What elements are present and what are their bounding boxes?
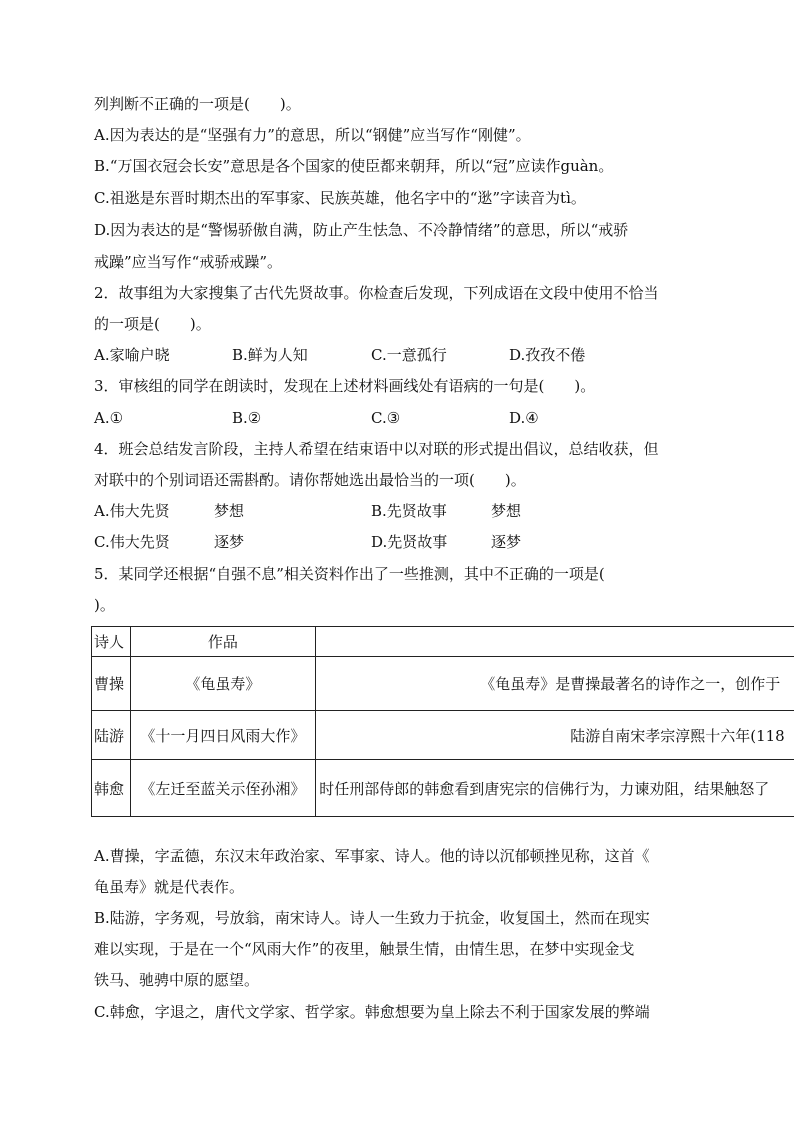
header-poet: 诗人 — [92, 627, 131, 657]
table-row — [92, 657, 794, 711]
cell-poet: 韩愈 — [92, 760, 131, 817]
q4-option-d-letter: D.先贤故事 — [371, 533, 448, 551]
q1-option-b: B.“万国衣冠会长安”意思是各个国家的使臣都来朝拜，所以“冠”应读作guàn。 — [94, 157, 614, 175]
cell-work: 《十一月四日风雨大作》 — [130, 711, 316, 760]
q1-stem-tail: 列判断不正确的一项是( )。 — [94, 95, 301, 113]
q1-option-d-line2: 戒躁”应当写作“戒骄戒躁”。 — [94, 253, 283, 271]
q5-option-c-line1: C.韩愈，字退之，唐代文学家、哲学家。韩愈想要为皇上除去不利于国家发展的弊端 — [94, 1003, 650, 1021]
q5-option-a-line2: 龟虽寿》就是代表作。 — [94, 878, 245, 896]
q4-stem-line1: 4．班会总结发言阶段，主持人希望在结束语中以对联的形式提出倡议，总结收获，但 — [94, 440, 659, 458]
q1-option-d-line1: D.因为表达的是“警惕骄傲自满，防止产生怯急、不冷静情绪”的意思，所以“戒骄 — [94, 221, 629, 239]
q5-stem-line2: )。 — [94, 596, 115, 614]
poet-table — [91, 626, 794, 844]
q4-option-b-word: 梦想 — [491, 502, 522, 520]
q3-option-c: C.③ — [371, 409, 401, 427]
cell-work: 《左迁至蓝关示侄孙湘》 — [130, 760, 316, 817]
cell-work: 《龟虽寿》 — [130, 657, 316, 711]
q4-option-d-word: 逐梦 — [491, 533, 522, 551]
q1-option-c: C.祖逖是东晋时期杰出的军事家、民族英雄，他名字中的“逖”字读音为tì。 — [94, 189, 586, 207]
q4-option-a-word: 梦想 — [214, 502, 245, 520]
cell-poet: 陆游 — [92, 711, 131, 760]
q5-stem-line1: 5．某同学还根据“自强不息”相关资料作出了一些推测，其中不正确的一项是( — [94, 565, 605, 583]
header-note — [316, 627, 794, 657]
cell-poet: 曹操 — [92, 657, 131, 711]
q2-option-b: B.鲜为人知 — [232, 346, 308, 364]
q2-stem-line1: 2．故事组为大家搜集了古代先贤故事。你检查后发现，下列成语在文段中使用不恰当 — [94, 284, 659, 302]
q4-option-a-letter: A.伟大先贤 — [94, 502, 170, 520]
q5-option-a-line1: A.曹操，字孟德，东汉末年政治家、军事家、诗人。他的诗以沉郁顿挫见称，这首《 — [94, 847, 650, 865]
header-work — [130, 627, 316, 657]
q5-option-b-line3: 铁马、驰骋中原的愿望。 — [94, 971, 260, 989]
q5-option-b-line2: 难以实现，于是在一个“风雨大作”的夜里，触景生情，由情生思，在梦中实现金戈 — [94, 940, 635, 958]
q3-option-b: B.② — [232, 409, 262, 427]
table-header-row — [92, 627, 794, 657]
q4-option-b-letter: B.先贤故事 — [371, 502, 447, 520]
cell-note: 时任刑部侍郎的韩愈看到唐宪宗的信佛行为，力谏劝阻，结果触怒了 — [316, 760, 794, 817]
q2-option-d: D.孜孜不倦 — [509, 346, 586, 364]
q3-stem: 3．审核组的同学在朗读时，发现在上述材料画线处有语病的一句是( )。 — [94, 377, 596, 395]
q4-option-c-letter: C.伟大先贤 — [94, 533, 170, 551]
q3-option-a: A.① — [94, 409, 124, 427]
q2-option-c: C.一意孤行 — [371, 346, 447, 364]
cell-note: 《龟虽寿》是曹操最著名的诗作之一，创作于 — [316, 657, 794, 711]
q1-option-a: A.因为表达的是“坚强有力”的意思，所以“钢健”应当写作“刚健”。 — [94, 126, 531, 144]
header-work-label: 作品 — [207, 633, 238, 651]
cell-note: 陆游自南宋孝宗淳熙十六年(118 — [316, 711, 794, 760]
q4-option-c-word: 逐梦 — [214, 533, 245, 551]
q2-stem-line2: 的一项是( )。 — [94, 315, 211, 333]
q3-option-d: D.④ — [509, 409, 539, 427]
table-row — [92, 760, 794, 817]
table-row — [92, 711, 794, 760]
q4-stem-line2: 对联中的个别词语还需斟酌。请你帮她选出最恰当的一项( )。 — [94, 471, 526, 489]
poet-table-grid — [91, 626, 794, 817]
q2-option-a: A.家喻户晓 — [94, 346, 170, 364]
q5-option-b-line1: B.陆游，字务观，号放翁，南宋诗人。诗人一生致力于抗金，收复国土，然而在现实 — [94, 909, 650, 927]
